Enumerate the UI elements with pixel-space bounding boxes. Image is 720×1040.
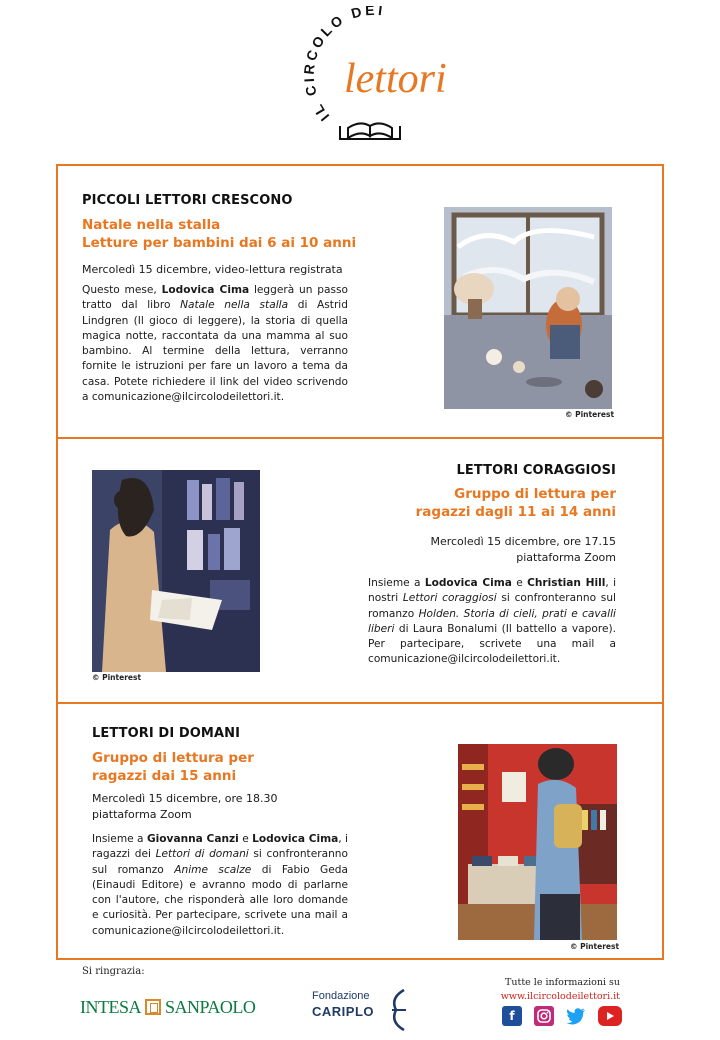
logo-top-text: IL CIRCOLO DEI xyxy=(300,6,387,125)
cariplo-mark-icon xyxy=(386,988,410,1032)
subtitle-line: ragazzi dagli 11 ai 14 anni xyxy=(415,504,616,520)
text-run: e xyxy=(238,833,253,845)
instagram-icon[interactable] xyxy=(534,1006,554,1026)
twitter-icon[interactable] xyxy=(566,1006,586,1026)
text-run: si confronteranno sul romanzo xyxy=(92,848,348,876)
text-run: di Laura Bonalumi (Il battello a vapore). Per partecipare, scrivete una mail a comunicazione@ilcircolodeilettori.it. xyxy=(368,622,616,666)
section-divider xyxy=(56,702,664,704)
event-illustration xyxy=(444,207,612,409)
event-description xyxy=(368,576,616,668)
social-links xyxy=(502,1006,622,1026)
intesa-sanpaolo-logo xyxy=(80,996,260,1018)
website-link[interactable]: www.ilcircolodeilettori.it xyxy=(500,991,620,1002)
thanks-label: Si ringrazia: xyxy=(82,966,145,977)
subtitle-line: Natale nella stalla xyxy=(82,217,221,233)
event-description xyxy=(82,283,348,405)
event-date-line: Mercoledì 15 dicembre, ore 18.30 xyxy=(92,792,278,805)
section-subtitle xyxy=(92,749,254,785)
info-block xyxy=(501,976,620,1004)
text-run: Lodovica Cima xyxy=(252,833,339,845)
text-run: Natale nella stalla xyxy=(180,299,289,312)
text-run: e xyxy=(511,577,528,589)
event-date xyxy=(380,534,616,566)
text-run: Lodovica Cima xyxy=(161,284,250,296)
text-run: di Fabio Geda (Einaudi Editore) e avranno modo di parlarne con l'autore, che risponderà alle loro domande e curiosità. Per partecipare, scrivete una mail a comunicazione@ilcircolodeilettori.it. xyxy=(92,863,348,937)
section-title: LETTORI DI DOMANI xyxy=(92,726,241,741)
event-date: Mercoledì 15 dicembre, video-lettura registrata xyxy=(82,263,343,276)
event-platform: piattaforma Zoom xyxy=(516,551,616,564)
text-run: Christian Hill xyxy=(527,577,606,589)
section-title: PICCOLI LETTORI CRESCONO xyxy=(82,193,293,208)
text-run: Anime scalze xyxy=(174,863,252,876)
text-run: Questo mese, xyxy=(82,284,162,296)
text-run: Holden. Storia di cieli, prati e cavalli liberi xyxy=(368,607,616,635)
text-run: Lodovica Cima xyxy=(424,577,512,589)
text-run: Insieme a xyxy=(92,833,147,845)
info-line: Tutte le informazioni su xyxy=(505,977,620,988)
image-credit: © Pinterest xyxy=(570,942,620,951)
youtube-icon[interactable] xyxy=(598,1006,622,1026)
subtitle-line: Letture per bambini dai 6 ai 10 anni xyxy=(82,235,357,251)
logo-graphic xyxy=(300,6,470,146)
text-run: si confronteranno sul romanzo xyxy=(368,592,616,620)
text-run: di Astrid Lindgren (Il gioco di leggere), la storia di quella magica notte, raccontata da una mamma al suo bambino. Al termine della lettura, verranno fornite le istruzioni per fare un lavoro a tema da casa. Potete richiedere il link del video scrivendo a comunicazione@ilcircolodeilettori.it. xyxy=(82,299,348,404)
subtitle-line: Gruppo di lettura per xyxy=(92,750,254,766)
cariplo-line2: CARIPLO xyxy=(312,1004,374,1019)
circolo-logo xyxy=(300,6,470,146)
image-credit: © Pinterest xyxy=(92,673,142,682)
intesa-mark-icon xyxy=(145,999,161,1015)
section-divider xyxy=(56,437,664,439)
text-run: Giovanna Canzi xyxy=(146,833,239,845)
image-credit: © Pinterest xyxy=(565,410,615,419)
text-run: Lettori di domani xyxy=(155,848,249,861)
text-run: , i ragazzi dei xyxy=(92,833,348,861)
cariplo-line1: Fondazione xyxy=(312,990,370,1002)
section-subtitle xyxy=(380,485,616,521)
text-run: Lettori coraggiosi xyxy=(402,592,497,605)
section-title: LETTORI CORAGGIOSI xyxy=(456,463,616,478)
event-date-line: Mercoledì 15 dicembre, ore 17.15 xyxy=(430,535,616,548)
facebook-icon[interactable]: f xyxy=(502,1006,522,1026)
event-illustration xyxy=(458,744,617,940)
event-description xyxy=(92,832,348,939)
text-run: leggerà un passo tratto dal libro xyxy=(82,284,349,312)
text-run: Insieme a xyxy=(368,577,425,589)
fondazione-cariplo-logo xyxy=(310,988,420,1032)
subtitle-line: Gruppo di lettura per xyxy=(454,486,616,502)
book-icon xyxy=(348,123,370,138)
section-subtitle xyxy=(82,216,356,252)
intesa-text: INTESA xyxy=(80,996,141,1017)
sanpaolo-text: SANPAOLO xyxy=(165,996,256,1017)
subtitle-line: ragazzi dai 15 anni xyxy=(92,768,237,784)
event-illustration xyxy=(92,470,260,672)
logo-main-text: lettori xyxy=(344,56,447,102)
event-platform: piattaforma Zoom xyxy=(92,808,192,821)
event-date xyxy=(92,791,278,823)
text-run: , i nostri xyxy=(368,577,617,605)
